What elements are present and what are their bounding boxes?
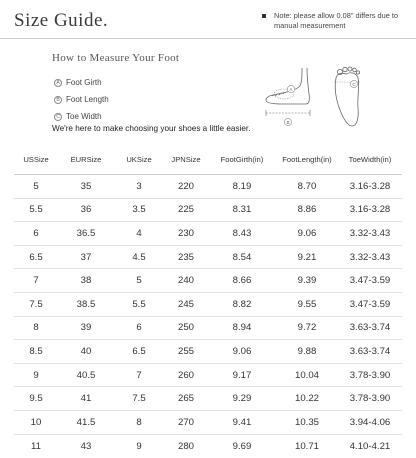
cell-length: 9.88 — [297, 345, 317, 357]
cell-jpn: 270 — [177, 416, 194, 428]
cell-uk: 6 — [136, 322, 142, 334]
letter-b-marker — [284, 118, 291, 125]
cell-jpn: 255 — [177, 345, 194, 357]
table-row — [14, 364, 402, 388]
letter-b-icon: B — [54, 96, 62, 104]
length-dimension-line — [266, 110, 310, 116]
cell-us: 5 — [33, 180, 39, 192]
cell-girth: 9.41 — [232, 416, 252, 428]
cell-length: 9.39 — [297, 275, 317, 287]
cell-uk: 4.5 — [132, 251, 146, 263]
table-row — [14, 222, 402, 246]
bullet-icon — [262, 14, 266, 18]
cell-eur: 39 — [80, 322, 92, 334]
cell-us: 6.5 — [29, 251, 43, 263]
cell-uk: 7.5 — [132, 393, 146, 405]
cell-length: 10.22 — [294, 393, 319, 405]
letter-c-marker — [350, 80, 357, 87]
cell-uk: 5.5 — [132, 298, 146, 310]
cell-toe-width: 3.47-3.59 — [349, 298, 391, 310]
cell-us: 8.5 — [29, 345, 43, 357]
table-row — [14, 269, 402, 293]
header-line: Foot — [282, 154, 298, 164]
cell-us: 7.5 — [29, 298, 43, 310]
cell-jpn: 265 — [177, 393, 194, 405]
cell-eur: 41.5 — [76, 416, 96, 428]
cell-girth: 8.66 — [232, 275, 252, 287]
cell-us: 6 — [33, 227, 39, 239]
letter-a-icon: A — [54, 79, 62, 87]
cell-us: 11 — [31, 440, 41, 452]
header-line: US — [23, 154, 34, 164]
table-row — [14, 199, 402, 223]
cell-girth: 8.54 — [232, 251, 252, 263]
legend-item-foot-girth — [54, 74, 109, 91]
note-text: Note: please allow 0.08" differs due to manual measurement — [274, 11, 399, 30]
header-line: Size — [33, 154, 49, 164]
cell-jpn: 280 — [177, 440, 194, 452]
intro-text: We're here to make choosing your shoes a little easier. — [52, 124, 251, 133]
table-row — [14, 340, 402, 364]
cell-toe-width: 3.94-4.06 — [349, 416, 391, 428]
cell-uk: 5 — [136, 275, 142, 287]
header-line: Size — [136, 154, 152, 164]
header-line: JPN — [171, 154, 186, 164]
cell-girth: 8.82 — [232, 298, 252, 310]
cell-jpn: 220 — [177, 180, 194, 192]
cell-eur: 40.5 — [76, 369, 96, 381]
cell-jpn: 260 — [177, 369, 194, 381]
legend-label: Foot Girth — [66, 78, 102, 87]
legend-label: Foot Length — [66, 95, 109, 104]
cell-girth: 8.31 — [232, 204, 252, 216]
cell-girth: 9.17 — [232, 369, 252, 381]
cell-uk: 4 — [136, 227, 142, 239]
cell-uk: 7 — [136, 369, 142, 381]
header-divider — [0, 38, 416, 39]
measure-subtitle: How to Measure Your Foot — [52, 52, 180, 64]
header-eur-size — [58, 146, 114, 172]
cell-girth: 9.69 — [232, 440, 252, 452]
cell-toe-width: 3.16-3.28 — [349, 180, 391, 192]
header-line: Size — [185, 154, 201, 164]
cell-us: 8 — [33, 322, 39, 334]
cell-jpn: 240 — [177, 275, 194, 287]
cell-toe-width: 3.16-3.28 — [349, 204, 391, 216]
cell-length: 9.21 — [297, 251, 317, 263]
table-row — [14, 411, 402, 435]
table-row — [14, 317, 402, 341]
cell-jpn: 230 — [177, 227, 194, 239]
cell-eur: 41 — [80, 393, 92, 405]
header-line: Size — [86, 154, 102, 164]
cell-jpn: 235 — [177, 251, 194, 263]
legend-item-foot-length — [54, 91, 109, 108]
cell-length: 8.86 — [297, 204, 317, 216]
cell-length: 9.06 — [297, 227, 317, 239]
cell-toe-width: 4.10-4.21 — [349, 440, 391, 452]
diagram-letter-c: C — [352, 81, 356, 87]
cell-uk: 6.5 — [132, 345, 146, 357]
cell-uk: 3 — [136, 180, 142, 192]
header-line: Length(in) — [297, 154, 332, 164]
cell-eur: 36 — [80, 204, 92, 216]
cell-toe-width: 3.47-3.59 — [349, 275, 391, 287]
table-row — [14, 293, 402, 317]
cell-girth: 8.19 — [232, 180, 252, 192]
cell-us: 7 — [33, 275, 39, 287]
cell-us: 5.5 — [29, 204, 43, 216]
header-line: Toe — [348, 154, 361, 164]
cell-uk: 9 — [136, 440, 142, 452]
table-row — [14, 387, 402, 411]
header-line: Width(in) — [360, 154, 392, 164]
cell-eur: 43 — [80, 440, 92, 452]
table-body — [14, 175, 402, 458]
header-jpn-size — [164, 146, 208, 172]
cell-length: 8.70 — [297, 180, 317, 192]
table-row — [14, 435, 402, 458]
cell-girth: 9.29 — [232, 393, 252, 405]
cell-length: 9.55 — [297, 298, 317, 310]
cell-jpn: 225 — [177, 204, 194, 216]
table-header — [14, 146, 402, 172]
cell-us: 9 — [33, 369, 39, 381]
size-table — [14, 146, 402, 458]
cell-eur: 35 — [80, 180, 92, 192]
header-toe-width — [338, 146, 402, 172]
page-title: Size Guide. — [14, 10, 109, 31]
cell-eur: 36.5 — [76, 227, 96, 239]
cell-toe-width: 3.63-3.74 — [349, 345, 391, 357]
diagram-letter-b: B — [286, 119, 290, 125]
cell-girth: 8.94 — [232, 322, 252, 334]
table-row — [14, 246, 402, 270]
legend-label: Toe Width — [66, 112, 102, 121]
cell-us: 10 — [30, 416, 42, 428]
header-foot-length — [276, 146, 338, 172]
cell-eur: 38.5 — [76, 298, 96, 310]
cell-toe-width: 3.63-3.74 — [349, 322, 391, 334]
cell-girth: 8.43 — [232, 227, 252, 239]
header-line: Girth(in) — [235, 154, 264, 164]
cell-toe-width: 3.78-3.90 — [349, 393, 391, 405]
cell-girth: 9.06 — [232, 345, 252, 357]
table-row — [14, 175, 402, 199]
header-line: EUR — [70, 154, 87, 164]
diagram-letter-a: A — [289, 86, 293, 92]
foot-measurement-diagram — [262, 64, 372, 132]
measure-legend — [54, 74, 109, 125]
cell-length: 9.72 — [297, 322, 317, 334]
cell-eur: 40 — [80, 345, 92, 357]
cell-length: 10.04 — [294, 369, 319, 381]
cell-jpn: 250 — [177, 322, 194, 334]
cell-eur: 38 — [80, 275, 92, 287]
cell-length: 10.71 — [294, 440, 319, 452]
cell-us: 9.5 — [29, 393, 43, 405]
cell-uk: 8 — [136, 416, 142, 428]
measurement-note — [262, 11, 412, 30]
cell-eur: 37 — [80, 251, 92, 263]
cell-uk: 3.5 — [132, 204, 146, 216]
letter-c-icon: C — [54, 113, 62, 121]
cell-toe-width: 3.32-3.43 — [349, 251, 391, 263]
header-line: UK — [126, 154, 137, 164]
cell-jpn: 245 — [177, 298, 194, 310]
header-foot-girth — [208, 146, 276, 172]
header-line: Foot — [220, 154, 236, 164]
cell-length: 10.35 — [294, 416, 319, 428]
legend-item-toe-width — [54, 108, 109, 125]
header-us-size — [14, 146, 58, 172]
header-uk-size — [114, 146, 164, 172]
cell-toe-width: 3.32-3.43 — [349, 227, 391, 239]
top-foot-icon — [335, 67, 359, 126]
cell-toe-width: 3.78-3.90 — [349, 369, 391, 381]
letter-a-marker — [287, 85, 294, 92]
